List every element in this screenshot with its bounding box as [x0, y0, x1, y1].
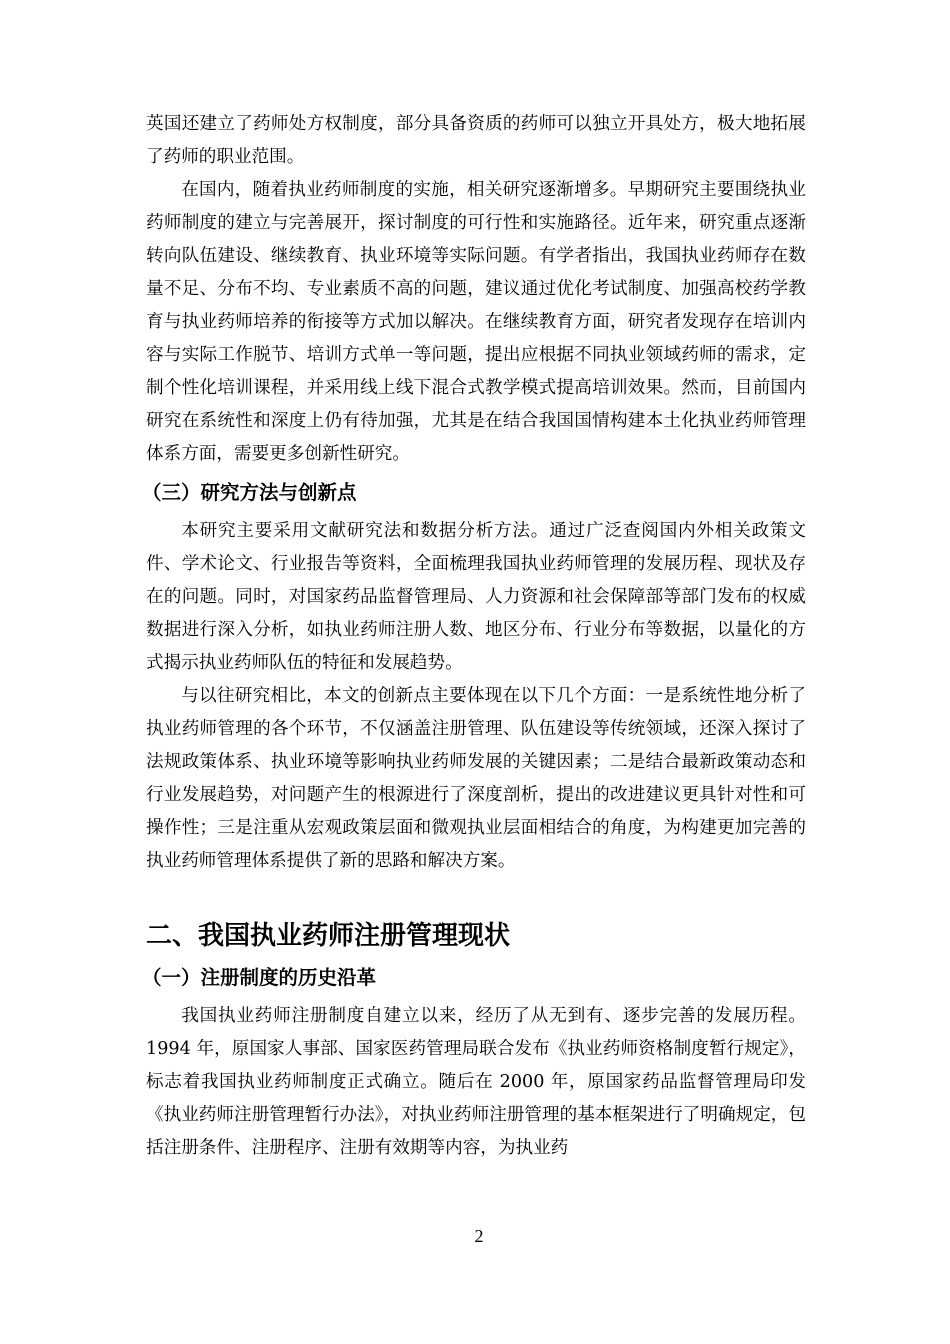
paragraph: 英国还建立了药师处方权制度，部分具备资质的药师可以独立开具处方，极大地拓展了药师的职业范围。: [146, 114, 806, 167]
section-heading: （一）注册制度的历史沿革: [142, 966, 377, 989]
paragraph: 我国执业药师注册制度自建立以来，经历了从无到有、逐步完善的发展历程。1994 年，原国家人事部、国家医药管理局联合发布《执业药师资格制度暂行规定》，标志着我国执业药师制度正式确立。随后在 2000 年，原国家药品监督管理局印发《执业药师注册管理暂行办法》，对执业药师注册管理的基本框架进行了明确规定，包括注册条件、注册程序、注册有效期等内容，为执业药: [146, 1006, 806, 1158]
chapter-heading: 二、我国执业药师注册管理现状: [146, 921, 511, 951]
page-number: 2: [474, 1226, 484, 1246]
paragraph: 在国内，随着执业药师制度的实施，相关研究逐渐增多。早期研究主要围绕执业药师制度的建立与完善展开，探讨制度的可行性和实施路径。近年来，研究重点逐渐转向队伍建设、继续教育、执业环境等实际问题。有学者指出，我国执业药师存在数量不足、分布不均、专业素质不高的问题，建议通过优化考试制度、加强高校药学教育与执业药师培养的衔接等方式加以解决。在继续教育方面，研究者发现存在培训内容与实际工作脱节、培训方式单一等问题，提出应根据不同执业领域药师的需求，定制个性化培训课程，并采用线上线下混合式教学模式提高培训效果。然而，目前国内研究在系统性和深度上仍有待加强，尤其是在结合我国国情构建本土化执业药师管理体系方面，需要更多创新性研究。: [146, 180, 806, 464]
section-heading: （三）研究方法与创新点: [142, 481, 357, 504]
document-body: [142, 108, 806, 1165]
paragraph: 与以往研究相比，本文的创新点主要体现在以下几个方面：一是系统性地分析了执业药师管理的各个环节，不仅涵盖注册管理、队伍建设等传统领域，还深入探讨了法规政策体系、执业环境等影响执业药师发展的关键因素；二是结合最新政策动态和行业发展趋势，对问题产生的根源进行了深度剖析，提出的改进建议更具针对性和可操作性；三是注重从宏观政策层面和微观执业层面相结合的角度，为构建更加完善的执业药师管理体系提供了新的思路和解决方案。: [146, 686, 806, 871]
paragraph: 本研究主要采用文献研究法和数据分析方法。通过广泛查阅国内外相关政策文件、学术论文、行业报告等资料，全面梳理我国执业药师管理的发展历程、现状及存在的问题。同时，对国家药品监督管理局、人力资源和社会保障部等部门发布的权威数据进行深入分析，如执业药师注册人数、地区分布、行业分布等数据，以量化的方式揭示执业药师队伍的特征和发展趋势。: [146, 521, 806, 673]
